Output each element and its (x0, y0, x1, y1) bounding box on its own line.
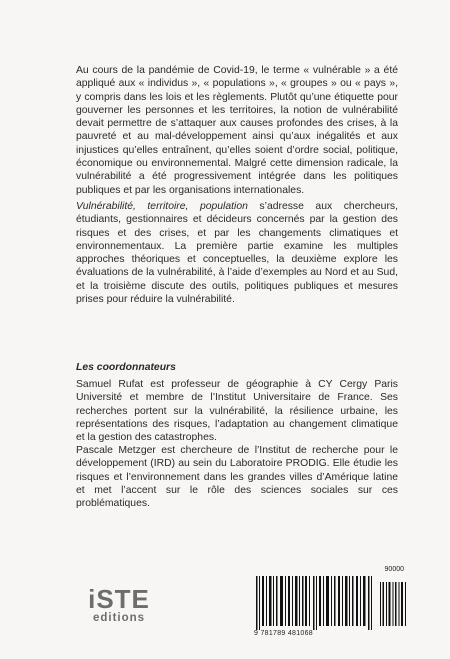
price-barcode (380, 576, 408, 626)
author-bio-1: Samuel Rufat est professeur de géographie à CY Cergy Paris Université et membre de l’Institut Universitaire de France. Ses recherches portent sur la vulnérabilité, la résilience urbaine, les représentations des risques, l’adaptation au changement climatique et la gestion des catastrophes. (76, 379, 398, 444)
summary-paragraph-2-text: s’adresse aux chercheurs, étudiants, gestionnaires et décideurs concernés par la gestion des risques et des crises, et par les changements climatiques et environnementaux. La première partie examine les multiples approches théoriques et conceptuelles, la deuxième explore les évaluations de la vulnérabilité, à l’aide d’exemples au Nord et au Sud, et la troisième discute des outils, politiques publiques et mesures prises pour réduire la vulnérabilité. (76, 201, 399, 306)
publisher-logo (84, 584, 154, 624)
publisher-logo-sub: editions (92, 612, 146, 624)
summary-paragraph-1: Au cours de la pandémie de Covid-19, le terme « vulnérable » a été appliqué aux « individus », « populations », « groupes » ou « pays », y compris dans les lois et les règlements. Plutôt qu’une étiquette pour gouverner les personnes et les territoires, la notion de vulnérabilité devait permettre de s’attaquer aux causes profondes des crises, à la pauvreté et au mal-développement ainsi qu’aux inégalités et aux injustices qu’elles entraînent, qu’elles soient d’ordre social, politique, économique ou environnemental. Malgré cette dimension radicale, la vulnérabilité a été progressivement intégrée dans les politiques publiques et par les organisations internationales. (76, 65, 398, 196)
summary-paragraph-2 (76, 200, 398, 306)
price-code: 90000 (384, 566, 404, 573)
authors-heading: Les coordonnateurs (76, 362, 176, 373)
isbn-barcode (256, 576, 376, 630)
isbn-number: 9 781789 481068 (254, 630, 313, 637)
book-title: Vulnérabilité, territoire, population (76, 201, 248, 212)
author-bio-2: Pascale Metzger est chercheure de l’Institut de recherche pour le développement (IRD) au sein du Laboratoire PRODIG. Elle étudie les risques et l’environnement dans les grandes villes d’Amérique latine et met l’accent sur le rôle des sciences sociales sur ces problématiques. (76, 445, 398, 510)
barcode-block (254, 566, 412, 642)
publisher-logo-main: iSTE (88, 584, 150, 614)
